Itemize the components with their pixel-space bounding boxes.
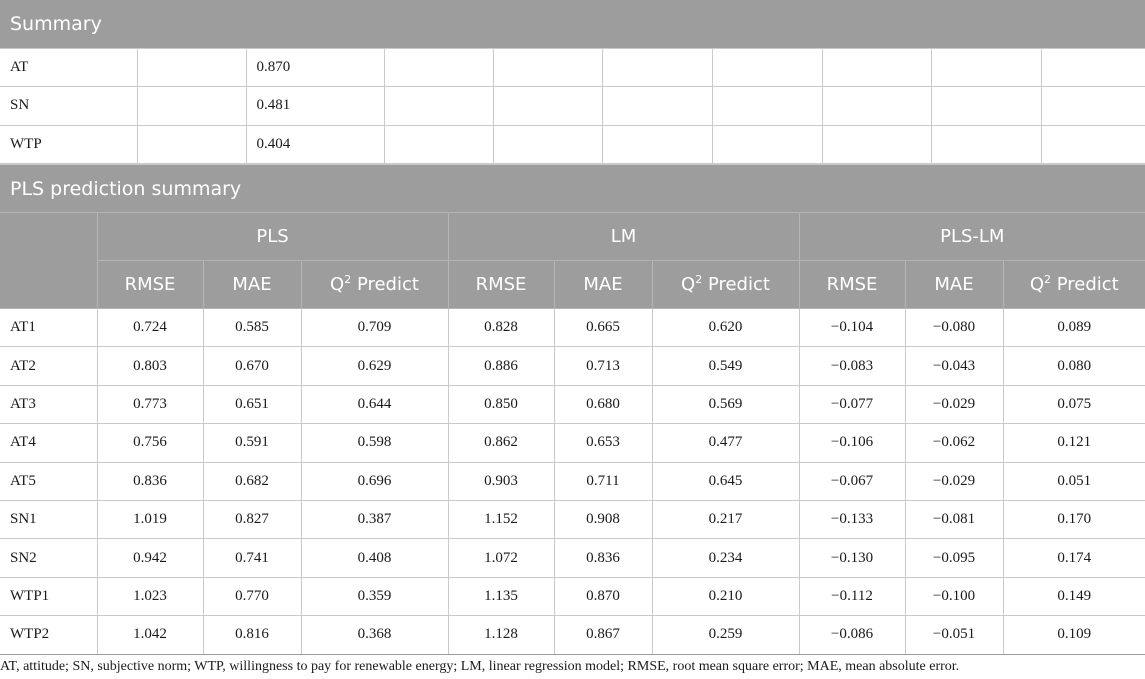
data-cell: −0.095 <box>905 539 1003 577</box>
data-cell: 0.210 <box>652 577 799 615</box>
data-cell: 0.408 <box>301 539 448 577</box>
data-cell: 1.019 <box>97 500 203 538</box>
data-cell: −0.133 <box>799 500 905 538</box>
q-text: Q <box>681 274 696 295</box>
data-cell: 0.217 <box>652 500 799 538</box>
data-cell: 0.770 <box>203 577 301 615</box>
empty-cell <box>602 125 712 164</box>
row-label: SN <box>0 87 137 126</box>
predict-text: Predict <box>1051 274 1119 295</box>
data-cell: −0.067 <box>799 462 905 500</box>
table-row <box>0 424 1145 462</box>
data-cell: −0.086 <box>799 616 905 654</box>
row-label: AT5 <box>0 462 97 500</box>
data-cell: 0.620 <box>652 309 799 347</box>
data-cell: −0.062 <box>905 424 1003 462</box>
pls-table <box>0 164 1145 655</box>
data-cell: 0.803 <box>97 347 203 385</box>
data-cell: −0.029 <box>905 462 1003 500</box>
col-header-mae: MAE <box>203 261 301 309</box>
row-label: AT3 <box>0 385 97 423</box>
data-cell: 0.149 <box>1003 577 1145 615</box>
data-cell: 0.724 <box>97 309 203 347</box>
table-row <box>0 309 1145 347</box>
empty-cell <box>602 87 712 126</box>
table-row <box>0 616 1145 654</box>
data-cell: 0.477 <box>652 424 799 462</box>
data-cell: −0.100 <box>905 577 1003 615</box>
empty-cell <box>712 87 822 126</box>
data-cell: 0.653 <box>554 424 652 462</box>
table-row <box>0 500 1145 538</box>
data-cell: 0.756 <box>97 424 203 462</box>
empty-cell <box>384 125 493 164</box>
summary-header-row <box>0 0 1145 48</box>
group-header: PLS-LM <box>799 213 1145 261</box>
col-header-rmse: RMSE <box>448 261 554 309</box>
group-header: PLS <box>97 213 448 261</box>
data-cell: 0.387 <box>301 500 448 538</box>
data-cell: 0.109 <box>1003 616 1145 654</box>
data-cell: −0.080 <box>905 309 1003 347</box>
data-cell: 0.359 <box>301 577 448 615</box>
data-cell: 0.089 <box>1003 309 1145 347</box>
row-label: AT4 <box>0 424 97 462</box>
data-cell: 1.023 <box>97 577 203 615</box>
pls-title-row <box>0 165 1145 213</box>
row-value: 0.481 <box>246 87 384 126</box>
data-cell: 0.629 <box>301 347 448 385</box>
empty-cell <box>822 125 931 164</box>
row-label: SN2 <box>0 539 97 577</box>
empty-cell <box>822 48 931 87</box>
empty-cell <box>384 48 493 87</box>
data-cell: −0.077 <box>799 385 905 423</box>
summary-table <box>0 0 1145 164</box>
q-text: Q <box>330 274 345 295</box>
row-label: AT <box>0 48 137 87</box>
table-row <box>0 48 1145 87</box>
data-cell: 0.051 <box>1003 462 1145 500</box>
empty-cell <box>137 87 246 126</box>
col-header-q2 <box>301 261 448 309</box>
predict-text: Predict <box>351 274 419 295</box>
data-cell: 0.942 <box>97 539 203 577</box>
data-cell: 0.741 <box>203 539 301 577</box>
data-cell: 0.828 <box>448 309 554 347</box>
data-cell: 0.827 <box>203 500 301 538</box>
empty-cell <box>493 87 602 126</box>
data-cell: 0.259 <box>652 616 799 654</box>
empty-cell <box>384 87 493 126</box>
empty-cell <box>931 125 1041 164</box>
data-cell: 0.903 <box>448 462 554 500</box>
data-cell: 0.549 <box>652 347 799 385</box>
group-header-row <box>0 213 1145 261</box>
data-cell: −0.081 <box>905 500 1003 538</box>
data-cell: −0.051 <box>905 616 1003 654</box>
data-cell: 0.867 <box>554 616 652 654</box>
data-cell: −0.130 <box>799 539 905 577</box>
data-cell: 0.645 <box>652 462 799 500</box>
table-row <box>0 577 1145 615</box>
table-row <box>0 462 1145 500</box>
data-cell: 0.713 <box>554 347 652 385</box>
data-cell: 0.773 <box>97 385 203 423</box>
row-label: AT2 <box>0 347 97 385</box>
col-header-rmse: RMSE <box>97 261 203 309</box>
data-cell: 0.075 <box>1003 385 1145 423</box>
empty-cell <box>493 125 602 164</box>
data-cell: 0.670 <box>203 347 301 385</box>
pls-body <box>0 309 1145 655</box>
data-cell: 0.080 <box>1003 347 1145 385</box>
empty-cell <box>1041 87 1145 126</box>
data-cell: 1.152 <box>448 500 554 538</box>
row-value: 0.870 <box>246 48 384 87</box>
empty-cell <box>712 125 822 164</box>
data-cell: 0.680 <box>554 385 652 423</box>
col-header-mae: MAE <box>905 261 1003 309</box>
table-row <box>0 125 1145 164</box>
group-header: LM <box>448 213 799 261</box>
table-row <box>0 385 1145 423</box>
data-cell: −0.106 <box>799 424 905 462</box>
empty-cell <box>1041 125 1145 164</box>
data-cell: 0.174 <box>1003 539 1145 577</box>
table-row <box>0 347 1145 385</box>
footnote: AT, attitude; SN, subjective norm; WTP, willingness to pay for renewable energy; LM, linear regression model; RMSE, root mean square error; MAE, mean absolute error. <box>0 659 960 674</box>
metric-header-row <box>0 261 1145 309</box>
data-cell: 0.368 <box>301 616 448 654</box>
data-cell: 0.836 <box>554 539 652 577</box>
data-cell: 0.234 <box>652 539 799 577</box>
empty-cell <box>931 48 1041 87</box>
corner-cell <box>0 213 97 309</box>
data-cell: −0.112 <box>799 577 905 615</box>
table-row <box>0 87 1145 126</box>
data-cell: 0.569 <box>652 385 799 423</box>
predict-text: Predict <box>702 274 770 295</box>
data-cell: −0.043 <box>905 347 1003 385</box>
empty-cell <box>1041 48 1145 87</box>
data-cell: −0.104 <box>799 309 905 347</box>
empty-cell <box>712 48 822 87</box>
col-header-q2 <box>652 261 799 309</box>
data-cell: 0.170 <box>1003 500 1145 538</box>
row-label: WTP1 <box>0 577 97 615</box>
data-cell: 0.862 <box>448 424 554 462</box>
data-cell: 0.585 <box>203 309 301 347</box>
data-cell: 0.870 <box>554 577 652 615</box>
data-cell: 0.836 <box>97 462 203 500</box>
data-cell: 0.665 <box>554 309 652 347</box>
superscript: 2 <box>695 273 703 286</box>
data-cell: 0.709 <box>301 309 448 347</box>
col-header-q2 <box>1003 261 1145 309</box>
row-label: WTP <box>0 125 137 164</box>
data-cell: 0.591 <box>203 424 301 462</box>
row-label: SN1 <box>0 500 97 538</box>
superscript: 2 <box>1044 273 1051 286</box>
row-label: WTP2 <box>0 616 97 654</box>
data-cell: 0.121 <box>1003 424 1145 462</box>
data-cell: 0.908 <box>554 500 652 538</box>
data-cell: −0.083 <box>799 347 905 385</box>
q-text: Q <box>1029 274 1044 295</box>
data-cell: 0.711 <box>554 462 652 500</box>
empty-cell <box>931 87 1041 126</box>
data-cell: 1.128 <box>448 616 554 654</box>
data-cell: 0.651 <box>203 385 301 423</box>
data-cell: −0.029 <box>905 385 1003 423</box>
data-cell: 0.644 <box>301 385 448 423</box>
empty-cell <box>602 48 712 87</box>
table-row <box>0 539 1145 577</box>
superscript: 2 <box>344 273 352 286</box>
data-cell: 0.682 <box>203 462 301 500</box>
data-cell: 0.886 <box>448 347 554 385</box>
row-value: 0.404 <box>246 125 384 164</box>
data-cell: 1.135 <box>448 577 554 615</box>
col-header-rmse: RMSE <box>799 261 905 309</box>
col-header-mae: MAE <box>554 261 652 309</box>
data-cell: 1.042 <box>97 616 203 654</box>
empty-cell <box>822 87 931 126</box>
data-cell: 0.598 <box>301 424 448 462</box>
pls-title: PLS prediction summary <box>0 165 1145 213</box>
row-label: AT1 <box>0 309 97 347</box>
empty-cell <box>137 48 246 87</box>
summary-title: Summary <box>0 0 1145 48</box>
data-cell: 0.850 <box>448 385 554 423</box>
data-cell: 0.816 <box>203 616 301 654</box>
empty-cell <box>493 48 602 87</box>
empty-cell <box>137 125 246 164</box>
data-cell: 0.696 <box>301 462 448 500</box>
data-cell: 1.072 <box>448 539 554 577</box>
